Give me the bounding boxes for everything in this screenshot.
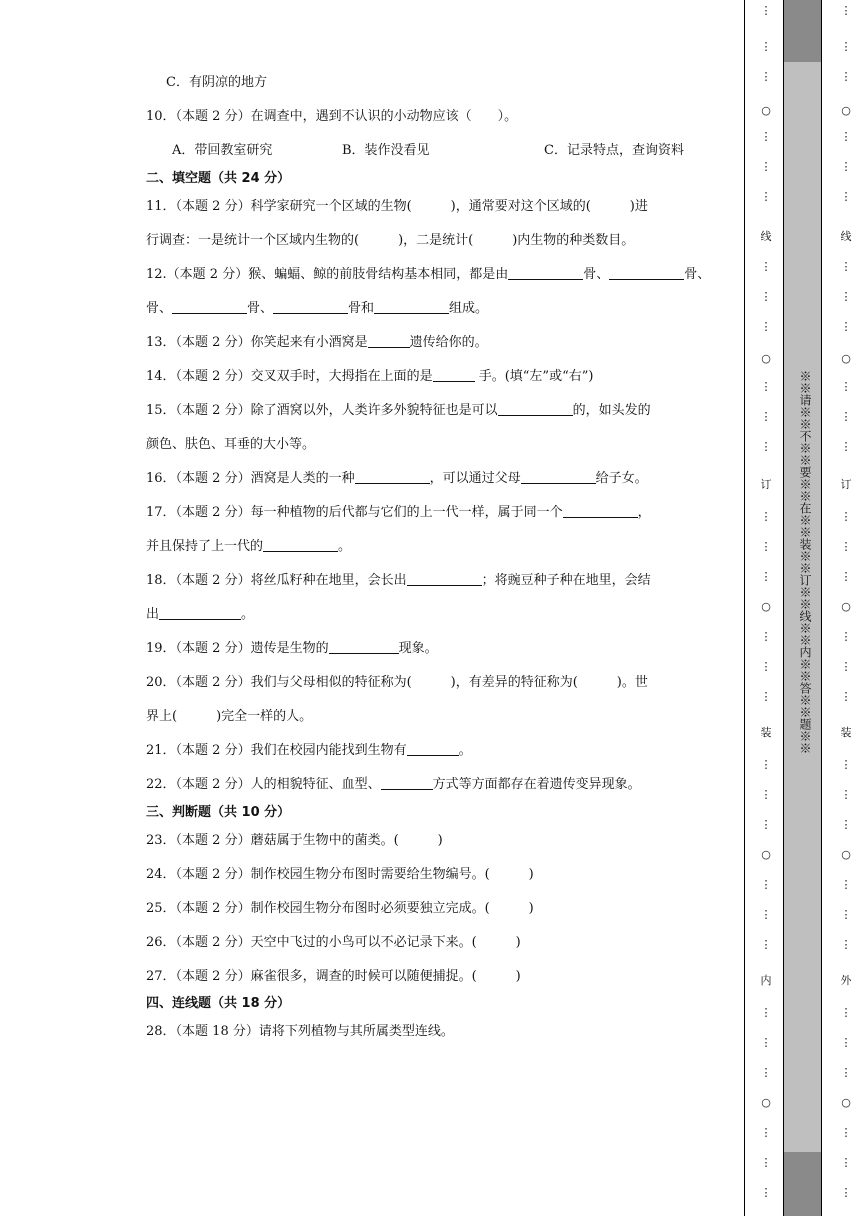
q24: 24．（本题 2 分）制作校园生物分布图时需要给生物编号。( )	[146, 867, 534, 882]
q12-text: 组成。	[449, 301, 489, 316]
margin-border-left	[744, 0, 745, 1216]
blank	[498, 403, 573, 416]
q23: 23．（本题 2 分）蘑菇属于生物中的菌类。( )	[146, 833, 443, 848]
q16	[146, 470, 648, 488]
q16-text: ，可以通过父母	[429, 471, 521, 486]
q18-line1	[146, 572, 651, 590]
q13-text: 遗传给你的。	[409, 335, 488, 350]
q18-line2	[146, 606, 254, 624]
q19	[146, 640, 438, 658]
q17-text: 17．（本题 2 分）每一种植物的后代都与它们的上一代一样，属于同一个	[146, 505, 563, 520]
blank	[381, 777, 433, 790]
section-matching-title: 四、连线题（共 18 分）	[146, 996, 291, 1011]
blank	[329, 641, 399, 654]
q12-text: 12.（本题 2 分）猴、蝙蝠、鲸的前肢骨结构基本相同，都是由	[146, 267, 509, 282]
q15-text: 的，如头发的	[572, 403, 651, 418]
q17-line2	[146, 538, 351, 556]
section-fill-blank-title: 二、填空题（共 24 分）	[146, 171, 291, 186]
q14	[146, 368, 593, 386]
q10-stem: 10．（本题 2 分）在调查中，遇到不认识的小动物应该（ ）。	[146, 109, 518, 124]
section-judge-title: 三、判断题（共 10 分）	[146, 805, 291, 820]
q12-text: 骨、	[583, 267, 610, 282]
q21-text: 。	[458, 743, 472, 758]
inner-char-nei: 内	[760, 974, 772, 987]
q27: 27．（本题 2 分）麻雀很多，调查的时候可以随便捕捉。( )	[146, 969, 521, 984]
q12-text: 骨、	[684, 267, 711, 282]
outer-char-wai: 外	[840, 974, 852, 987]
blank	[374, 301, 449, 314]
q12-text: 骨、	[146, 301, 173, 316]
q22	[146, 776, 641, 794]
no-answer-warning: ※※请※※不※※要※※在※※装※※订※※线※※内※※答※※题※※	[798, 370, 812, 754]
strip-top-block	[784, 0, 821, 62]
q16-text: 给子女。	[595, 471, 648, 486]
q14-text: 14．（本题 2 分）交叉双手时，大拇指在上面的是	[146, 369, 433, 384]
q12-text: 骨、	[247, 301, 274, 316]
binding-warning-strip	[783, 0, 822, 1216]
q10-option-c: C．记录特点，查询资料	[544, 143, 684, 158]
blank	[508, 267, 583, 280]
q22-text: 22．（本题 2 分）人的相貌特征、血型、	[146, 777, 381, 792]
q25: 25．（本题 2 分）制作校园生物分布图时必须要独立完成。( )	[146, 901, 534, 916]
q20-line1: 20．（本题 2 分）我们与父母相似的特征称为( )，有差异的特征称为( )。世	[146, 675, 648, 690]
outer-char-zhuang: 装	[840, 726, 852, 739]
inner-binding-line: ⋮ ⋮ ⋮ ○ ⋮ ⋮ ⋮ 线 ⋮ ⋮ ⋮ ○ ⋮ ⋮ ⋮ 订 ⋮ ⋮ ⋮ ○ ⋮ ⋮ ⋮ 装 ⋮ ⋮ ⋮ ○ ⋮ ⋮ ⋮ 内 ⋮ ⋮ ⋮ ○ ⋮ ⋮ ⋮	[754, 0, 778, 1216]
q15-line2: 颜色、肤色、耳垂的大小等。	[146, 437, 316, 452]
q15-text: 15．（本题 2 分）除了酒窝以外，人类许多外貌特征也是可以	[146, 403, 498, 418]
q21-text: 21．（本题 2 分）我们在校园内能找到生物有	[146, 743, 407, 758]
q12-line2	[146, 300, 488, 318]
q16-text: 16．（本题 2 分）酒窝是人类的一种	[146, 471, 355, 486]
q12-line1	[146, 266, 710, 284]
blank	[433, 369, 475, 382]
blank	[355, 471, 430, 484]
q19-text: 19．（本题 2 分）遗传是生物的	[146, 641, 329, 656]
q21	[146, 742, 472, 760]
q14-text: 手。(填“左”或“右”)	[474, 369, 594, 384]
outer-binding-line: ⋮ ⋮ ⋮ ○ ⋮ ⋮ ⋮ 线 ⋮ ⋮ ⋮ ○ ⋮ ⋮ ⋮ 订 ⋮ ⋮ ⋮ ○ ⋮ ⋮ ⋮ 装 ⋮ ⋮ ⋮ ○ ⋮ ⋮ ⋮ 外 ⋮ ⋮ ⋮ ○ ⋮ ⋮ ⋮	[834, 0, 858, 1216]
strip-bottom-block	[784, 1152, 821, 1216]
q10-option-b: B．装作没看见	[342, 143, 430, 158]
q20-line2: 界上( )完全一样的人。	[146, 709, 313, 724]
q12-text: 骨和	[348, 301, 375, 316]
q13-text: 13．（本题 2 分）你笑起来有小酒窝是	[146, 335, 368, 350]
q9-option-c: C．有阴凉的地方	[166, 75, 267, 90]
q18-text: 出	[146, 607, 160, 622]
blank	[609, 267, 684, 280]
outer-char-ding: 订	[840, 478, 852, 491]
q17-text: 并且保持了上一代的	[146, 539, 264, 554]
q17-line1	[146, 504, 651, 522]
blank	[563, 505, 638, 518]
q10-option-a: A．带回教室研究	[172, 143, 273, 158]
blank	[407, 573, 482, 586]
q17-text: 。	[338, 539, 352, 554]
q11-line2: 行调查：一是统计一个区域内生物的( )，二是统计( )内生物的种类数目。	[146, 233, 635, 248]
q18-text: 18．（本题 2 分）将丝瓜籽种在地里，会长出	[146, 573, 407, 588]
blank	[172, 301, 247, 314]
q26: 26．（本题 2 分）天空中飞过的小鸟可以不必记录下来。( )	[146, 935, 521, 950]
q18-text: ；将豌豆种子种在地里，会结	[481, 573, 651, 588]
q19-text: 现象。	[398, 641, 438, 656]
inner-char-zhuang: 装	[760, 726, 772, 739]
outer-char-xian: 线	[840, 230, 852, 243]
q15-line1	[146, 402, 651, 420]
blank	[521, 471, 596, 484]
blank	[263, 539, 338, 552]
q28: 28．（本题 18 分）请将下列植物与其所属类型连线。	[146, 1024, 454, 1039]
blank	[159, 607, 241, 620]
blank	[407, 743, 459, 756]
q18-text: 。	[241, 607, 255, 622]
inner-char-ding: 订	[760, 478, 772, 491]
q13	[146, 334, 488, 352]
blank	[273, 301, 348, 314]
blank	[368, 335, 410, 348]
inner-char-xian: 线	[760, 230, 772, 243]
q11-line1: 11．（本题 2 分）科学家研究一个区域的生物( )，通常要对这个区域的( )进	[146, 199, 648, 214]
q17-text: ，	[637, 505, 651, 520]
q22-text: 方式等方面都存在着遗传变异现象。	[432, 777, 641, 792]
